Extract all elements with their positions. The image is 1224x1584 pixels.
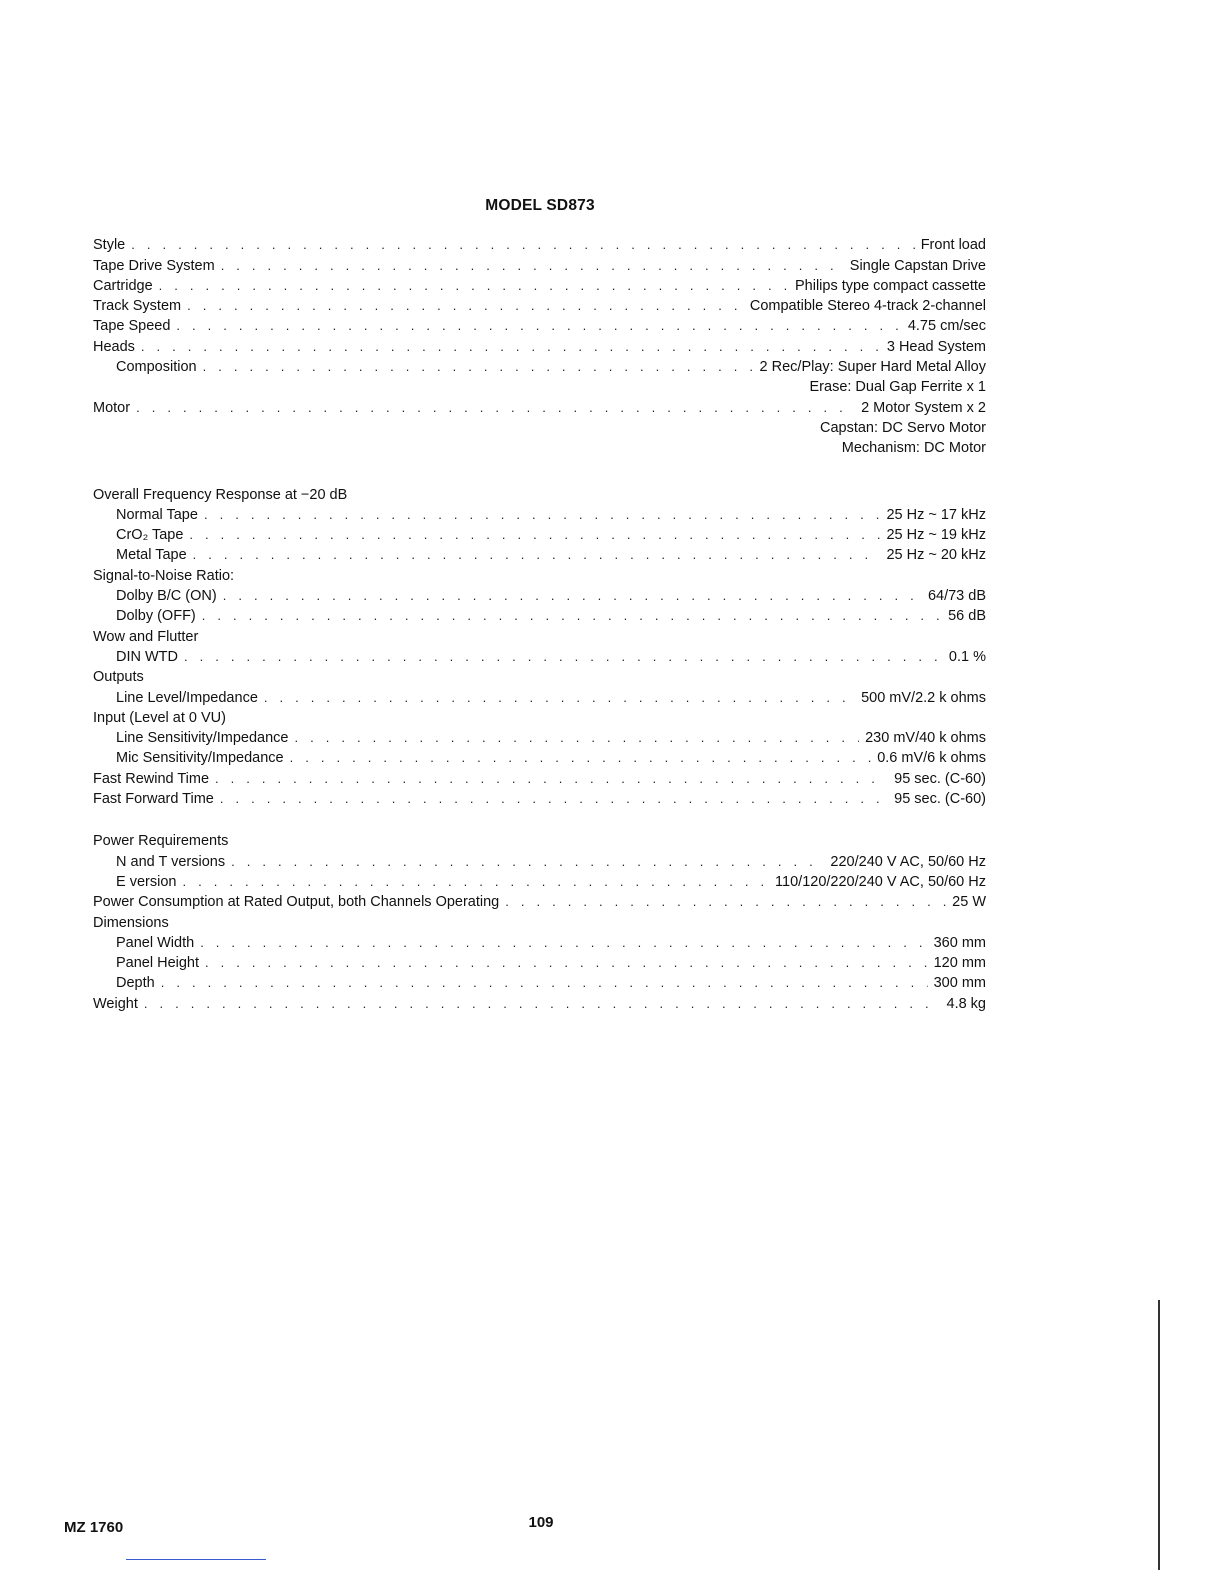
spec-row bbox=[93, 604, 986, 624]
spec-label: Metal Tape bbox=[116, 547, 187, 564]
spec-label: Depth bbox=[116, 975, 155, 992]
spec-row bbox=[93, 355, 986, 375]
dot-leader bbox=[184, 649, 943, 665]
spec-label: Tape Speed bbox=[93, 318, 171, 335]
spec-value: 2 Motor System x 2 bbox=[861, 399, 986, 416]
dot-leader bbox=[200, 935, 927, 951]
spec-label: Panel Height bbox=[116, 955, 200, 972]
dot-leader bbox=[264, 690, 855, 706]
spec-value: 110/120/220/240 V AC, 50/60 Hz bbox=[775, 873, 986, 890]
spec-row bbox=[93, 563, 986, 583]
spec-label: CrO₂ Tape bbox=[116, 527, 184, 544]
spec-row bbox=[93, 849, 986, 869]
spec-row bbox=[93, 482, 986, 502]
spec-row bbox=[93, 253, 986, 273]
spec-value: 3 Head System bbox=[886, 338, 986, 355]
dot-leader bbox=[136, 400, 855, 416]
spec-row bbox=[93, 294, 986, 314]
spec-label: Power Consumption at Rated Output, both Channels Operating bbox=[93, 894, 500, 911]
spec-label: Weight bbox=[93, 995, 138, 1012]
spec-row bbox=[93, 416, 986, 436]
spec-label: E version bbox=[116, 873, 177, 890]
spec-row bbox=[93, 910, 986, 930]
spec-value: Philips type compact cassette bbox=[794, 277, 986, 294]
spec-value: 360 mm bbox=[933, 934, 986, 951]
spec-value: 300 mm bbox=[933, 975, 986, 992]
spec-label: Dimensions bbox=[93, 914, 169, 931]
spec-value: 0.6 mV/6 k ohms bbox=[877, 750, 986, 767]
dot-leader bbox=[182, 874, 769, 890]
spec-row bbox=[93, 274, 986, 294]
spec-row bbox=[93, 375, 986, 395]
spec-row bbox=[93, 436, 986, 456]
spec-row bbox=[93, 931, 986, 951]
dot-leader bbox=[215, 771, 888, 787]
spec-label: Line Sensitivity/Impedance bbox=[116, 730, 289, 747]
spec-row bbox=[93, 991, 986, 1011]
spec-value: 4.8 kg bbox=[946, 995, 986, 1012]
spec-row bbox=[93, 870, 986, 890]
spec-label: Input (Level at 0 VU) bbox=[93, 709, 226, 726]
spec-label: N and T versions bbox=[116, 853, 226, 870]
dot-leader bbox=[193, 547, 881, 563]
spec-row bbox=[93, 314, 986, 334]
spec-row bbox=[93, 645, 986, 665]
spec-label: Power Requirements bbox=[93, 833, 229, 850]
dot-leader bbox=[204, 507, 881, 523]
spec-value: 95 sec. (C-60) bbox=[894, 791, 986, 808]
spec-label: Mic Sensitivity/Impedance bbox=[116, 750, 284, 767]
spec-label: Outputs bbox=[93, 669, 144, 686]
section-gap bbox=[93, 807, 986, 829]
page-number: 109 bbox=[528, 1514, 554, 1531]
spec-value: 220/240 V AC, 50/60 Hz bbox=[830, 853, 986, 870]
spec-row bbox=[93, 685, 986, 705]
dot-leader bbox=[220, 791, 888, 807]
spec-label: Composition bbox=[116, 359, 197, 376]
spec-row bbox=[93, 584, 986, 604]
dot-leader bbox=[187, 298, 744, 314]
spec-value: 95 sec. (C-60) bbox=[894, 770, 986, 787]
spec-row bbox=[93, 233, 986, 253]
spec-row bbox=[93, 543, 986, 563]
spec-row bbox=[93, 726, 986, 746]
spec-label: Tape Drive System bbox=[93, 257, 215, 274]
spec-value: Capstan: DC Servo Motor bbox=[819, 419, 986, 436]
dot-leader bbox=[202, 608, 942, 624]
spec-table bbox=[93, 233, 986, 1012]
spec-label: Motor bbox=[93, 399, 131, 416]
page-title: MODEL SD873 bbox=[485, 197, 595, 214]
spec-label: Wow and Flutter bbox=[93, 628, 199, 645]
spec-row bbox=[93, 503, 986, 523]
spec-label: Track System bbox=[93, 298, 182, 315]
spec-label: Style bbox=[93, 237, 126, 254]
spec-row bbox=[93, 624, 986, 644]
spec-value: 4.75 cm/sec bbox=[907, 318, 986, 335]
dot-leader bbox=[144, 996, 941, 1012]
spec-row bbox=[93, 971, 986, 991]
spec-label: Dolby (OFF) bbox=[116, 608, 196, 625]
spec-value: Single Capstan Drive bbox=[849, 257, 986, 274]
dot-leader bbox=[131, 237, 914, 253]
dot-leader bbox=[221, 258, 844, 274]
dot-leader bbox=[295, 730, 860, 746]
spec-row bbox=[93, 829, 986, 849]
document-code: MZ 1760 bbox=[64, 1519, 124, 1536]
spec-label: Signal-to-Noise Ratio: bbox=[93, 567, 235, 584]
dot-leader bbox=[141, 339, 881, 355]
dot-leader bbox=[223, 588, 922, 604]
spec-row bbox=[93, 951, 986, 971]
spec-value: 25 Hz ~ 19 kHz bbox=[886, 527, 986, 544]
dot-leader bbox=[231, 854, 824, 870]
spec-row bbox=[93, 334, 986, 354]
spec-row bbox=[93, 746, 986, 766]
spec-label: Fast Rewind Time bbox=[93, 770, 210, 787]
dot-leader bbox=[505, 894, 946, 910]
spec-value: Mechanism: DC Motor bbox=[841, 440, 986, 457]
margin-rule bbox=[1158, 1300, 1160, 1570]
spec-label: DIN WTD bbox=[116, 648, 179, 665]
spec-label: Heads bbox=[93, 338, 135, 355]
spec-value: 500 mV/2.2 k ohms bbox=[861, 689, 986, 706]
spec-label: Cartridge bbox=[93, 277, 153, 294]
spec-label: Line Level/Impedance bbox=[116, 689, 258, 706]
spec-value: 64/73 dB bbox=[927, 588, 986, 605]
spec-value: 56 dB bbox=[948, 608, 986, 625]
spec-value: Compatible Stereo 4-track 2-channel bbox=[749, 298, 986, 315]
spec-value: 0.1 % bbox=[948, 648, 986, 665]
dot-leader bbox=[203, 359, 754, 375]
spec-value: 2 Rec/Play: Super Hard Metal Alloy bbox=[759, 359, 986, 376]
spec-row bbox=[93, 766, 986, 786]
spec-row bbox=[93, 787, 986, 807]
spec-label: Normal Tape bbox=[116, 506, 198, 523]
spec-value: 120 mm bbox=[933, 955, 986, 972]
spec-label: Panel Width bbox=[116, 934, 195, 951]
spec-value: Front load bbox=[920, 237, 986, 254]
spec-value: Erase: Dual Gap Ferrite x 1 bbox=[809, 379, 986, 396]
spec-row bbox=[93, 395, 986, 415]
spec-value: 25 W bbox=[952, 894, 986, 911]
spec-label: Dolby B/C (ON) bbox=[116, 588, 217, 605]
spec-label: Fast Forward Time bbox=[93, 791, 214, 808]
dot-leader bbox=[205, 955, 928, 971]
spec-label: Overall Frequency Response at −20 dB bbox=[93, 486, 348, 503]
dot-leader bbox=[159, 278, 789, 294]
spec-row bbox=[93, 665, 986, 685]
spec-row bbox=[93, 523, 986, 543]
dot-leader bbox=[189, 527, 880, 543]
footer-rule bbox=[126, 1559, 266, 1560]
dot-leader bbox=[161, 975, 928, 991]
spec-value: 230 mV/40 k ohms bbox=[865, 730, 986, 747]
dot-leader bbox=[290, 750, 872, 766]
dot-leader bbox=[176, 318, 901, 334]
section-gap bbox=[93, 456, 986, 482]
spec-row bbox=[93, 706, 986, 726]
spec-row bbox=[93, 890, 986, 910]
spec-value: 25 Hz ~ 17 kHz bbox=[886, 506, 986, 523]
spec-value: 25 Hz ~ 20 kHz bbox=[886, 547, 986, 564]
